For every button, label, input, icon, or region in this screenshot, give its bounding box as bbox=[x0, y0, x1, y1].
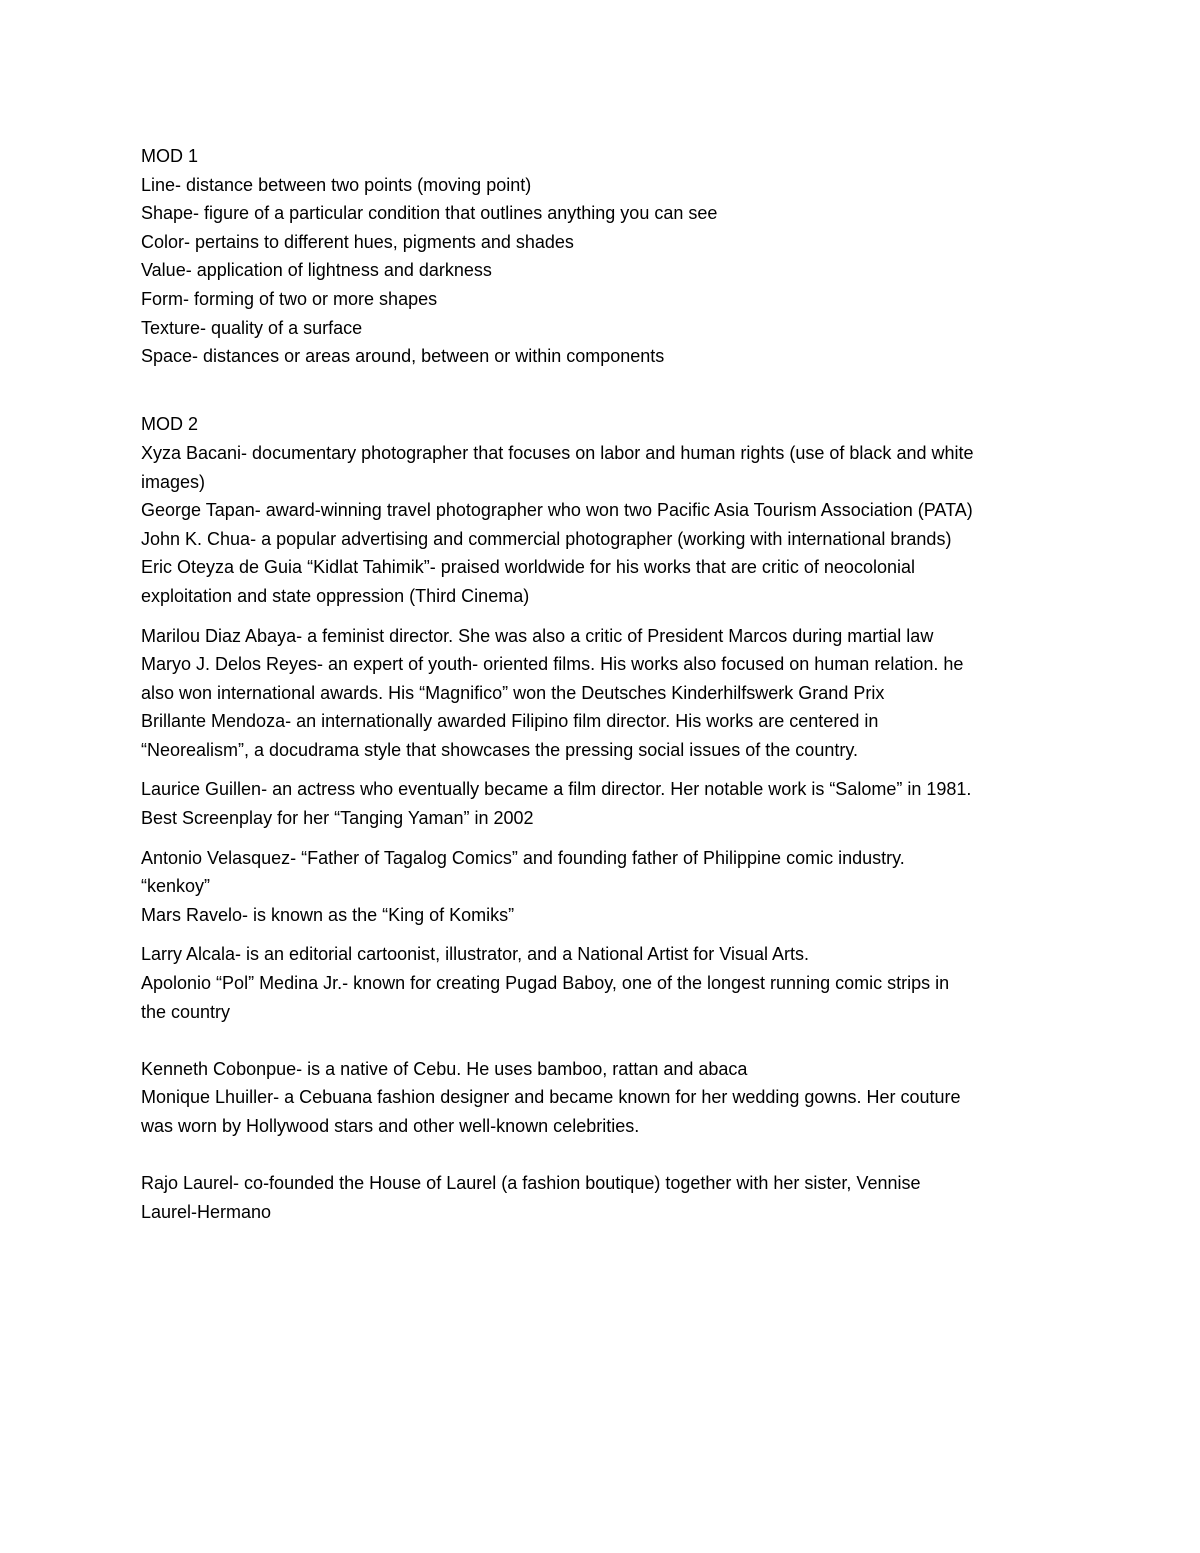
photographer-line: images) bbox=[141, 471, 206, 492]
director-line: also won international awards. His “Magnifico” won the Deutsches Kinderhilfswerk Grand Prix bbox=[141, 682, 885, 703]
director-line: Brillante Mendoza- an internationally awarded Filipino film director. His works are centered in bbox=[141, 711, 879, 732]
mod2-heading: MOD 2 bbox=[141, 414, 199, 435]
photographer-line: Eric Oteyza de Guia “Kidlat Tahimik”- praised worldwide for his works that are critic of neocolonial bbox=[141, 557, 915, 578]
photographer-line: Xyza Bacani- documentary photographer that focuses on labor and human rights (use of black and white bbox=[141, 442, 974, 463]
paragraph-gap bbox=[141, 764, 1061, 775]
cartoonist-line: Apolonio “Pol” Medina Jr.- known for creating Pugad Baboy, one of the longest running comic strips in bbox=[141, 973, 950, 994]
blank-line bbox=[141, 1141, 1061, 1170]
mod1-line: Texture- quality of a surface bbox=[141, 317, 363, 338]
guillen-line: Best Screenplay for her “Tanging Yaman” in 2002 bbox=[141, 808, 534, 829]
mod1-line: Color- pertains to different hues, pigments and shades bbox=[141, 231, 574, 252]
laurel-line: Laurel-Hermano bbox=[141, 1201, 272, 1222]
photographer-line: George Tapan- award-winning travel photographer who won two Pacific Asia Tourism Association (PATA) bbox=[141, 500, 973, 521]
designer-line: Monique Lhuiller- a Cebuana fashion designer and became known for her wedding gowns. Her couture bbox=[141, 1087, 961, 1108]
designer-line: was worn by Hollywood stars and other well-known celebrities. bbox=[141, 1116, 640, 1136]
mod1-line: Space- distances or areas around, between or within components bbox=[141, 346, 665, 367]
cartoonist-line: the country bbox=[141, 1001, 231, 1022]
blank-line bbox=[141, 371, 1061, 400]
laurel-line: Rajo Laurel- co-founded the House of Laurel (a fashion boutique) together with her sister, Vennise bbox=[141, 1173, 921, 1194]
document-body bbox=[141, 142, 1061, 1226]
photographer-line: John K. Chua- a popular advertising and commercial photographer (working with international brands) bbox=[141, 528, 952, 549]
mod1-line: Value- application of lightness and darkness bbox=[141, 260, 492, 281]
paragraph-gap bbox=[141, 833, 1061, 844]
guillen-line: Laurice Guillen- an actress who eventually became a film director. Her notable work is “Salome” in 1981. bbox=[141, 779, 972, 800]
designer-line: Kenneth Cobonpue- is a native of Cebu. He uses bamboo, rattan and abaca bbox=[141, 1058, 748, 1079]
mod1-heading: MOD 1 bbox=[141, 146, 199, 166]
mod1-line: Form- forming of two or more shapes bbox=[141, 288, 438, 309]
cartoonist-line: Larry Alcala- is an editorial cartoonist, illustrator, and a National Artist for Visual Arts. bbox=[141, 944, 809, 965]
director-line: Maryo J. Delos Reyes- an expert of youth- oriented films. His works also focused on human relation. he bbox=[141, 654, 964, 675]
paragraph-gap bbox=[141, 611, 1061, 622]
comics-line: “kenkoy” bbox=[141, 876, 211, 897]
blank-line bbox=[141, 1026, 1061, 1055]
director-line: “Neorealism”, a docudrama style that showcases the pressing social issues of the country. bbox=[141, 739, 858, 760]
comics-line: Mars Ravelo- is known as the “King of Komiks” bbox=[141, 904, 515, 925]
mod1-line: Line- distance between two points (moving point) bbox=[141, 174, 532, 195]
director-line: Marilou Diaz Abaya- a feminist director. She was also a critic of President Marcos during martial law bbox=[141, 625, 934, 646]
photographer-line: exploitation and state oppression (Third Cinema) bbox=[141, 585, 530, 606]
paragraph-gap bbox=[141, 399, 1061, 410]
paragraph-gap bbox=[141, 929, 1061, 940]
comics-line: Antonio Velasquez- “Father of Tagalog Comics” and founding father of Philippine comic industry. bbox=[141, 847, 905, 868]
mod1-line: Shape- figure of a particular condition that outlines anything you can see bbox=[141, 203, 718, 224]
